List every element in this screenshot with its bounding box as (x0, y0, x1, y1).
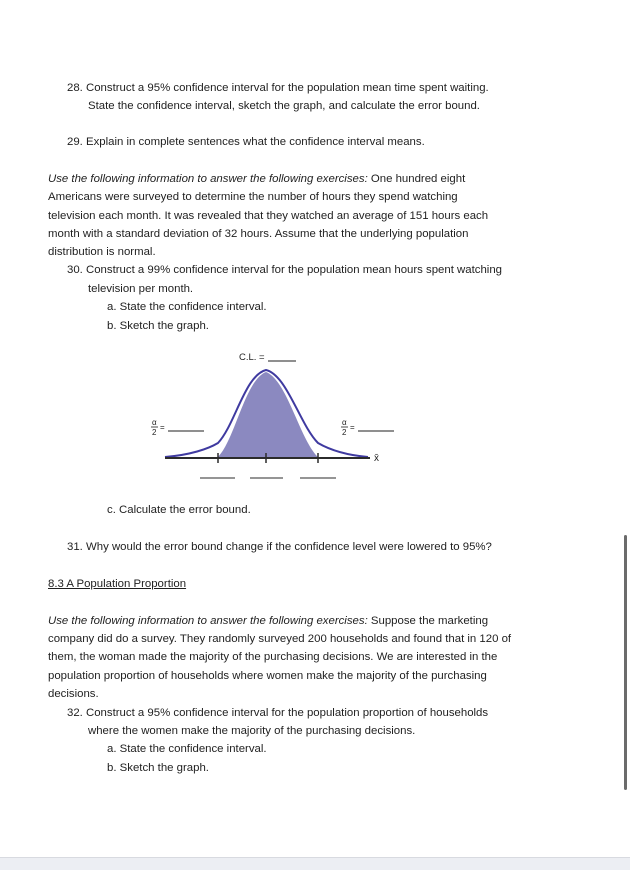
q32-line1: 32. Construct a 95% confidence interval for the population proportion of households (67, 707, 489, 719)
left-equals: = (160, 423, 165, 432)
section-heading: 8.3 A Population Proportion (48, 578, 187, 590)
q28-line1: 28. Construct a 95% confidence interval for the population mean time spent waiting. (67, 82, 489, 94)
info2-line2: company did do a survey. They randomly surveyed 200 households and found that in 120 of (48, 633, 512, 645)
confidence-region-fill (218, 372, 318, 457)
right-equals: = (350, 423, 355, 432)
info1-line5: distribution is normal. (48, 246, 156, 258)
confidence-interval-sketch (140, 345, 400, 490)
info1-line1 (48, 172, 465, 186)
left-alpha: α (152, 418, 157, 427)
q32-line2: where the women make the majority of the purchasing decisions. (88, 725, 416, 737)
right-alpha: α (342, 418, 347, 427)
q29-line1: 29. Explain in complete sentences what the confidence interval means. (67, 136, 425, 148)
left-two: 2 (152, 428, 157, 437)
bottom-toolbar (0, 857, 630, 870)
q30-line1: 30. Construct a 99% confidence interval for the population mean hours spent watching (67, 264, 503, 276)
q28-line2: State the confidence interval, sketch the graph, and calculate the error bound. (88, 100, 480, 112)
info1-line3: television each month. It was revealed that they watched an average of 151 hours each (48, 210, 489, 222)
info1-lead: Use the following information to answer the following exercises: (48, 173, 368, 185)
info2-lead: Use the following information to answer the following exercises: (48, 615, 368, 627)
info1-line1-rest: One hundred eight (367, 173, 466, 185)
info2-line1-rest: Suppose the marketing (367, 615, 489, 627)
info2-line3: them, the woman made the majority of the purchasing decisions. We are interested in the (48, 651, 498, 663)
vertical-scrollbar[interactable] (624, 535, 627, 790)
q32-part-b: b. Sketch the graph. (107, 762, 209, 774)
info2-line1 (48, 614, 488, 628)
q30-part-a: a. State the confidence interval. (107, 301, 267, 313)
info1-line2: Americans were surveyed to determine the number of hours they spend watching (48, 191, 458, 203)
q32-part-a: a. State the confidence interval. (107, 743, 267, 755)
q30-line2: television per month. (88, 283, 194, 295)
cl-label: C.L. = (239, 352, 265, 363)
right-two: 2 (342, 428, 347, 437)
info1-line4: month with a standard deviation of 32 hours. Assume that the underlying population (48, 228, 469, 240)
q30-part-b: b. Sketch the graph. (107, 320, 209, 332)
q31-line1: 31. Why would the error bound change if the confidence level were lowered to 95%? (67, 541, 492, 553)
info2-line4: population proportion of households where women make the majority of the purchasing (48, 670, 487, 682)
info2-line5: decisions. (48, 688, 99, 700)
q30-part-c: c. Calculate the error bound. (107, 504, 251, 516)
xbar-label: x̄ (374, 453, 379, 464)
